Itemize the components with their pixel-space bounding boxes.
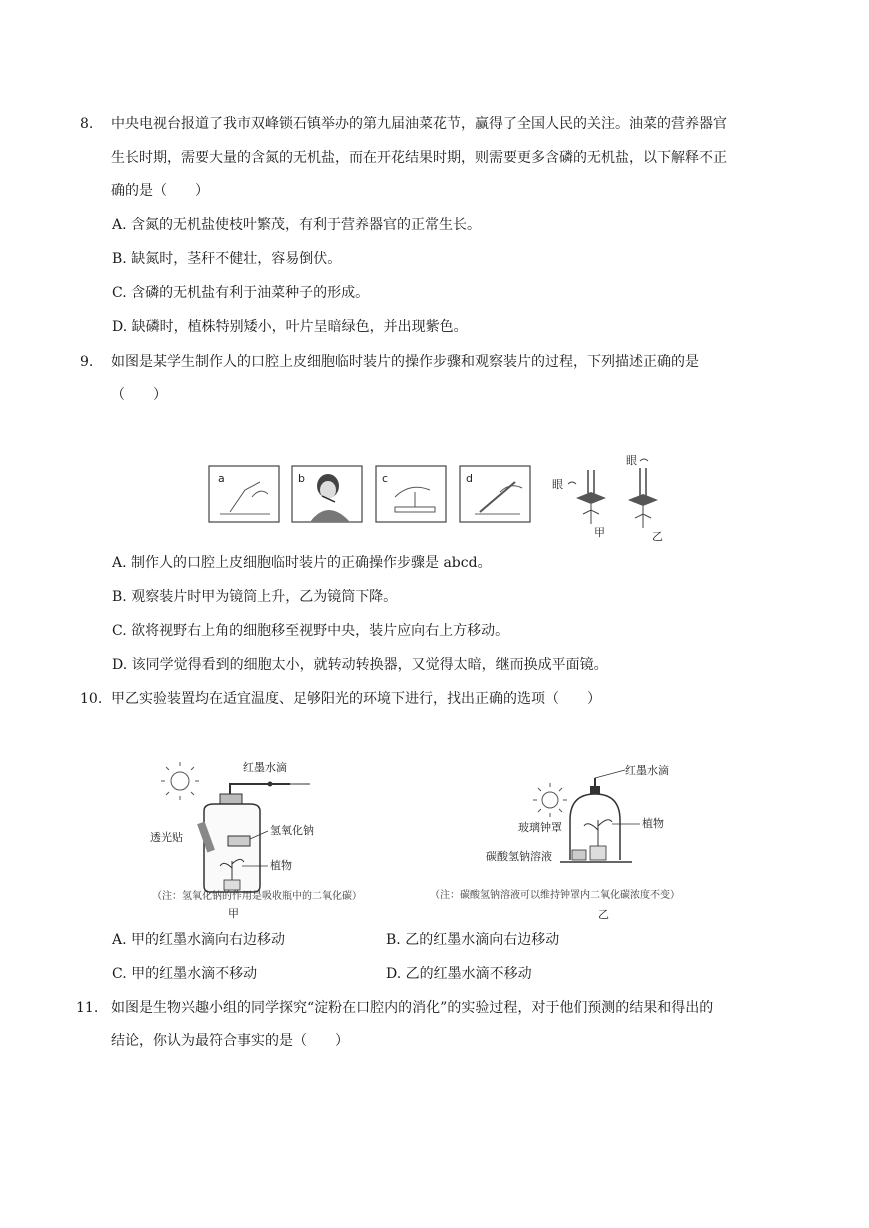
naoh-label: 氢氧化钠 [270,824,314,837]
solution-label: 碳酸氢钠溶液 [486,850,552,863]
question-number: 8. [80,116,94,132]
jia-label: 甲 [594,526,605,539]
question-text-line: 如图是某学生制作人的口腔上皮细胞临时装片的操作步骤和观察装片的过程，下列描述正确的是 [111,354,699,370]
yi-label: 乙 [652,530,663,543]
drop-label: 红墨水滴 [243,761,287,774]
question-text-line: 结论，你认为最符合事实的是（ ） [111,1033,349,1049]
option-b: B. 观察装片时甲为镜筒上升，乙为镜筒下降。 [112,589,398,605]
sun-icon [533,783,567,817]
drop-label: 红墨水滴 [625,764,669,777]
option-c: C. 甲的红墨水滴不移动 [112,966,258,982]
step-panel-b [292,466,362,522]
question-text-line: 如图是生物兴趣小组的同学探究“淀粉在口腔内的消化”的实验过程，对于他们预测的结果和得出的 [111,1000,714,1016]
question-number: 10. [80,691,103,707]
caption-jia: 甲 [228,907,239,920]
option-d: D. 该同学觉得看到的细胞太小，就转动转换器，又觉得太暗，继而换成平面镜。 [112,657,608,673]
note-text: （注：碳酸氢钠溶液可以维持钟罩内二氧化碳浓度不变） [430,890,680,901]
question-text-line: 确的是（ ） [111,183,209,199]
panel-label: b [298,472,305,485]
option-c: C. 欲将视野右上角的细胞移至视野中央，装片应向右上方移动。 [112,623,510,639]
caption-yi: 乙 [598,908,609,921]
option-a: A. 制作人的口腔上皮细胞临时装片的正确操作步骤是 abcd。 [112,555,492,571]
question-text-line: （ ） [111,387,167,403]
option-a: A. 甲的红墨水滴向右边移动 [112,932,286,948]
option-a: A. 含氮的无机盐使枝叶繁茂，有利于营养器官的正常生长。 [112,217,482,233]
step-panel-d [460,466,530,522]
option-d: D. 乙的红墨水滴不移动 [386,966,532,982]
apparatus-jia-figure [150,756,390,922]
option-b: B. 乙的红墨水滴向右边移动 [386,932,560,948]
question-text-line: 甲乙实验装置均在适宜温度、足够阳光的环境下进行，找出正确的选项（ ） [111,691,601,707]
eye-label: 眼 [626,454,637,467]
microscope-yi [626,454,663,543]
microscope-steps-figure [200,452,670,544]
step-panel-c [376,466,446,522]
question-text-line: 生长时期，需要大量的含氮的无机盐，而在开花结果时期，则需要更多含磷的无机盐，以下解释不正 [111,150,727,166]
apparatus-yi-figure [420,760,690,926]
eye-label: 眼 [552,478,563,491]
bell-label: 玻璃钟罩 [518,821,562,834]
sun-icon [161,762,199,800]
tape-label: 透光贴 [150,831,183,844]
panel-label: d [466,472,473,485]
note-text: （注：氢氧化钠的作用是吸收瓶中的二氧化碳） [152,891,362,902]
panel-label: a [218,472,225,485]
microscope-jia [552,470,606,539]
panel-label: c [382,472,389,485]
option-b: B. 缺氮时，茎秆不健壮，容易倒伏。 [112,251,342,267]
option-d: D. 缺磷时，植株特别矮小，叶片呈暗绿色，并出现紫色。 [112,319,468,335]
plant-label: 植物 [642,817,664,830]
question-text-line: 中央电视台报道了我市双峰锁石镇举办的第九届油菜花节，赢得了全国人民的关注。油菜的营养器官 [111,116,727,132]
option-c: C. 含磷的无机盐有利于油菜种子的形成。 [112,285,370,301]
question-number: 11. [76,1000,99,1016]
question-number: 9. [80,354,94,370]
step-panel-a [209,466,279,522]
plant-label: 植物 [270,859,292,872]
